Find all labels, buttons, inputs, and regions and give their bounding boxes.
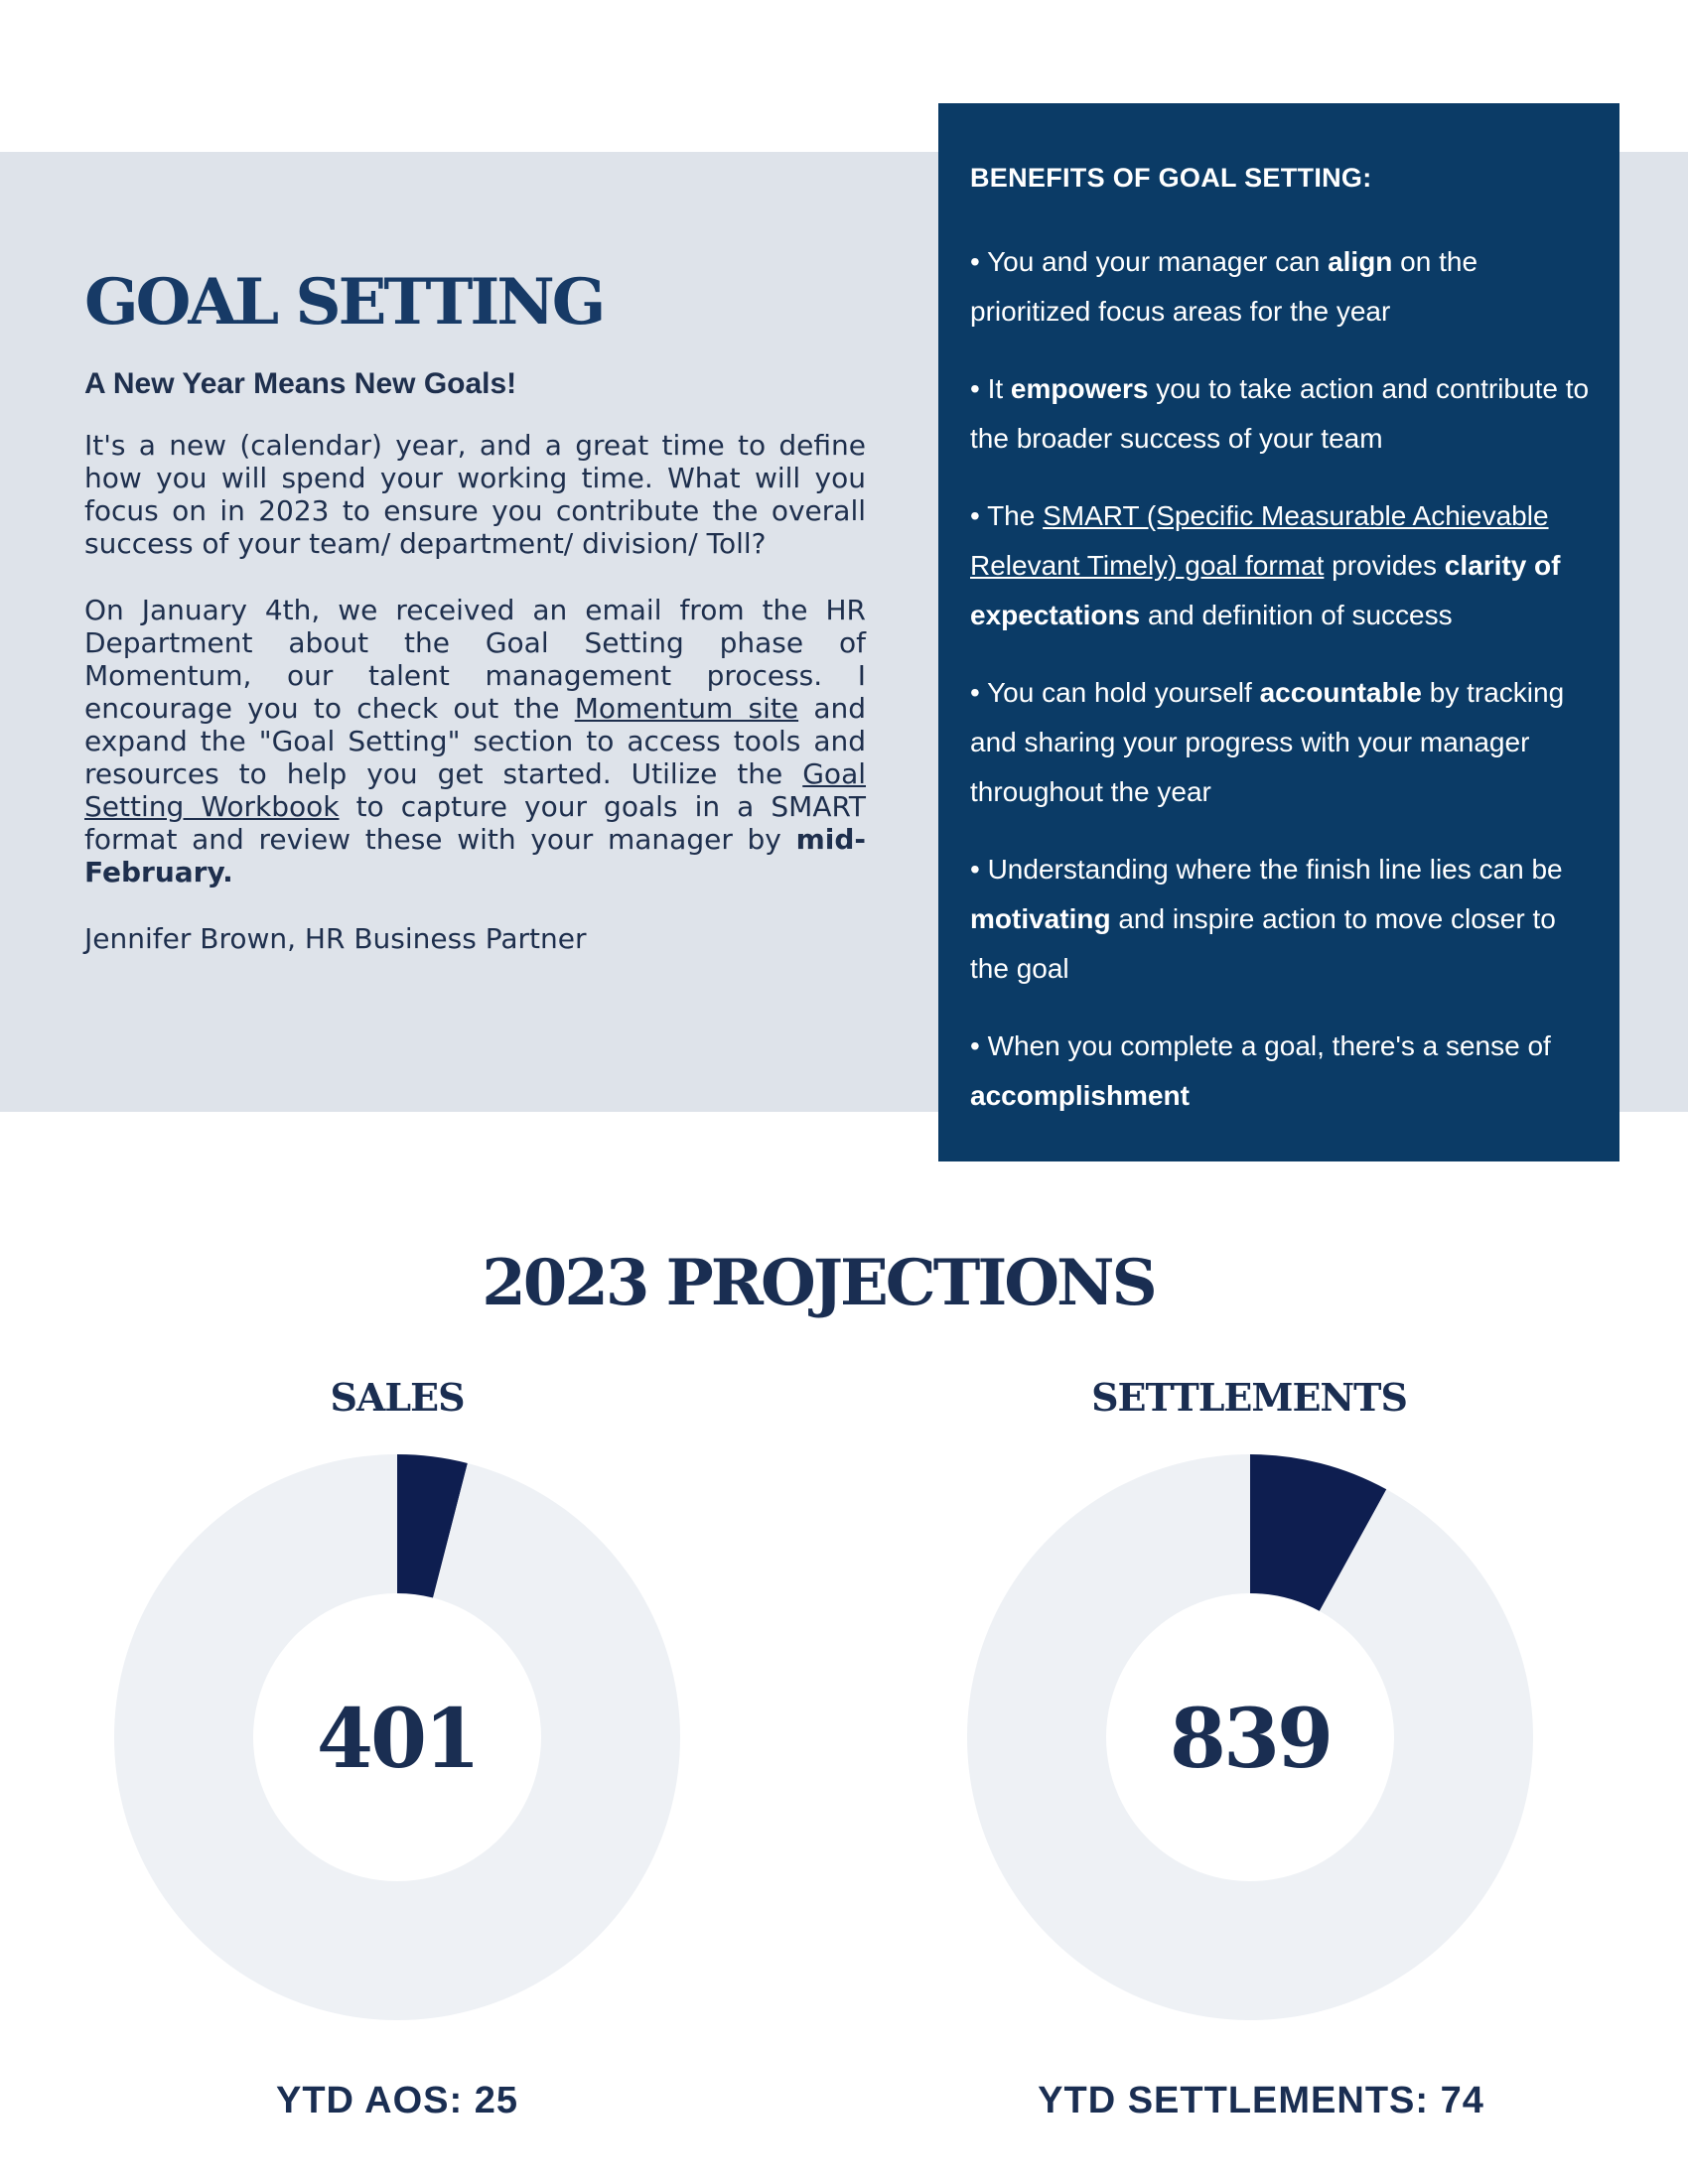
deadline-text: mid-February. bbox=[84, 823, 866, 889]
benefits-list bbox=[970, 237, 1590, 1121]
instructions-paragraph bbox=[84, 594, 866, 888]
benefit-item bbox=[970, 845, 1590, 994]
text-segment: and definition of success bbox=[1140, 600, 1453, 630]
settlements-chart-title: SETTLEMENTS bbox=[1091, 1375, 1407, 1420]
benefits-box bbox=[938, 103, 1619, 1161]
ytd-settlements: YTD SETTLEMENTS: 74 bbox=[1038, 2080, 1484, 2121]
intro-paragraph: It's a new (calendar) year, and a great time to define how you will spend your working time. What will you focus on in 2023 to ensure you contribute the overall success of your team/ department/ division/ Toll? bbox=[84, 429, 866, 561]
benefit-item bbox=[970, 364, 1590, 464]
text-segment: • It bbox=[970, 373, 1011, 404]
section-subtitle: A New Year Means New Goals! bbox=[84, 367, 517, 401]
settlements-donut-chart bbox=[967, 1454, 1533, 2020]
benefit-item bbox=[970, 1022, 1590, 1121]
text-segment: • When you complete a goal, there's a sense of bbox=[970, 1030, 1551, 1061]
benefit-keyword: empowers bbox=[1010, 373, 1149, 404]
projections-title: 2023 PROJECTIONS bbox=[482, 1246, 1155, 1320]
text-segment: provides bbox=[1324, 550, 1445, 581]
text-segment: on the prioritized focus areas for the year bbox=[970, 246, 1478, 327]
benefit-keyword: align bbox=[1328, 246, 1393, 277]
center-value: 401 bbox=[316, 1692, 479, 1787]
center-value: 839 bbox=[1169, 1692, 1332, 1787]
benefit-item bbox=[970, 491, 1590, 640]
smart-goal-format-link[interactable]: SMART (Specific Measurable Achievable Relevant Timely) goal format bbox=[970, 500, 1549, 581]
benefit-keyword: clarity of expectations bbox=[970, 550, 1561, 630]
goal-setting-workbook-link[interactable]: Goal Setting Workbook bbox=[84, 757, 866, 824]
text-segment: by tracking and sharing your progress with your manager throughout the year bbox=[970, 677, 1565, 807]
sales-chart-title: SALES bbox=[330, 1375, 465, 1420]
text-segment: • You and your manager can bbox=[970, 246, 1329, 277]
ytd-aos: YTD AOS: 25 bbox=[276, 2080, 518, 2121]
text-segment: to capture your goals in a SMART format and review these with your manager by bbox=[84, 790, 867, 857]
benefits-title: BENEFITS OF GOAL SETTING: bbox=[970, 163, 1372, 193]
benefit-keyword: motivating bbox=[970, 903, 1111, 934]
text-segment: • The bbox=[970, 500, 1044, 531]
momentum-site-link[interactable]: Momentum site bbox=[574, 692, 799, 726]
signature: Jennifer Brown, HR Business Partner bbox=[84, 922, 587, 956]
goal-setting-section bbox=[84, 265, 867, 956]
benefit-item bbox=[970, 237, 1590, 337]
text-segment: • You can hold yourself bbox=[970, 677, 1260, 708]
benefit-keyword: accomplishment bbox=[970, 1080, 1190, 1111]
benefit-keyword: accountable bbox=[1259, 677, 1422, 708]
text-segment: • Understanding where the finish line lies can be bbox=[970, 854, 1563, 885]
sales-donut-chart bbox=[114, 1454, 680, 2020]
text-segment: and expand the "Goal Setting" section to access tools and resources to help you get started. Utilize the bbox=[84, 692, 866, 791]
text-segment: and inspire action to move closer to the goal bbox=[970, 903, 1556, 984]
benefit-item bbox=[970, 668, 1590, 817]
page-title: GOAL SETTING bbox=[84, 265, 604, 340]
text-segment: you to take action and contribute to the broader success of your team bbox=[970, 373, 1590, 454]
text-segment: On January 4th, we received an email from the HR Department about the Goal Setting phase of Momentum, our talent management process. I encourage you to check out the bbox=[84, 594, 866, 726]
